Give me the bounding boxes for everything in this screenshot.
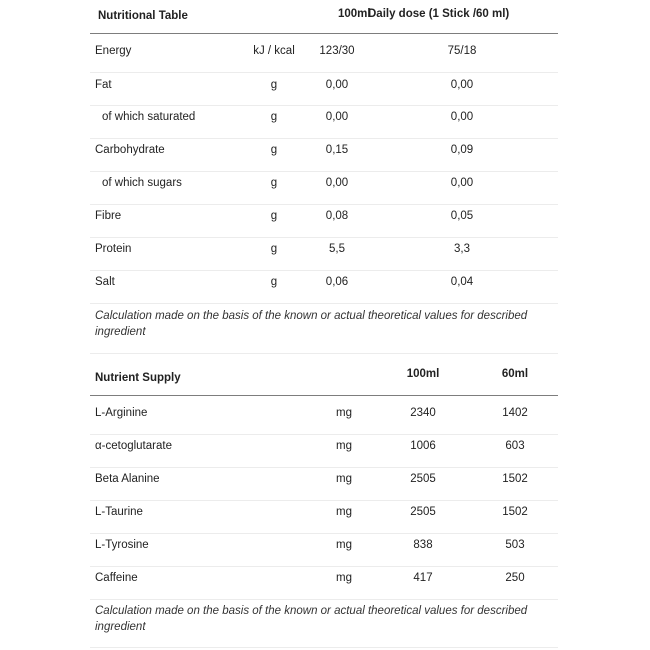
value-100ml: 838 [413,539,433,551]
nutrient-unit: g [270,79,278,91]
table-row [90,397,558,435]
value-daily: 0,00 [450,79,474,91]
table-row [90,468,558,501]
table-row [90,205,558,238]
value-daily: 0,00 [450,177,474,189]
table-row [90,139,558,172]
nutrient-name: L-Taurine [95,506,143,518]
nutrient-name: Beta Alanine [95,473,160,485]
value-100ml: 417 [413,572,433,584]
nutrient-name: Protein [95,243,132,255]
table-row [90,106,558,139]
nutrient-unit: kJ / kcal [253,45,295,57]
nutrient-name: of which sugars [102,177,182,189]
value-daily: 3,3 [454,243,470,255]
value-100ml: 0,06 [325,276,349,288]
nutrient-unit: g [270,243,278,255]
table-row [90,534,558,567]
value-100ml: 2505 [410,473,436,485]
value-daily: 0,00 [450,111,474,123]
nutrient-name: of which saturated [102,111,196,123]
value-100ml: 0,00 [325,79,349,91]
value-100ml: 2340 [410,407,436,419]
value-60ml: 503 [505,539,525,551]
nutrient-unit: g [270,144,278,156]
value-daily: 0,05 [450,210,474,222]
table-row [90,73,558,106]
nutrient-unit: mg [336,506,352,518]
table-row [90,271,558,304]
nutrient-unit: mg [336,539,352,551]
value-100ml: 0,00 [325,177,349,189]
table-row [90,501,558,534]
nutrient-name: Fat [95,79,112,91]
value-daily: 0,04 [450,276,474,288]
value-100ml: 0,00 [325,111,349,123]
table-row [90,172,558,205]
nutrient-unit: mg [336,407,352,419]
value-60ml: 1502 [502,473,528,485]
nutrient-name: Caffeine [95,572,138,584]
nutrient-name: α-cetoglutarate [95,440,172,452]
nutrient-unit: g [270,177,278,189]
nutrient-name: Energy [95,45,132,57]
calculation-note: Calculation made on the basis of the known or actual theoretical values for described ingredient [95,605,528,633]
nutritional-table-header [90,0,558,34]
nutrient-unit: mg [336,440,352,452]
nutrient-name: L-Arginine [95,407,148,419]
nutrient-name: Carbohydrate [95,144,165,156]
value-100ml: 1006 [410,440,436,452]
column-daily-dose: Daily dose (1 Stick /60 ml) [368,8,510,20]
nutrient-supply-title: Nutrient Supply [95,372,181,384]
value-60ml: 250 [505,572,525,584]
value-100ml: 0,15 [325,144,349,156]
value-daily: 0,09 [450,144,474,156]
value-100ml: 5,5 [329,243,345,255]
value-100ml: 2505 [410,506,436,518]
value-60ml: 1402 [502,407,528,419]
nutritional-table-title: Nutritional Table [98,10,188,22]
nutrient-name: L-Tyrosine [95,539,149,551]
nutrient-supply-header [90,354,558,396]
table-row [90,567,558,600]
table-row [90,238,558,271]
calculation-note: Calculation made on the basis of the known or actual theoretical values for described ingredient [95,310,528,338]
value-100ml: 123/30 [319,45,355,57]
nutrient-unit: g [270,210,278,222]
value-60ml: 1502 [502,506,528,518]
nutrition-document [90,0,558,650]
nutrient-unit: mg [336,473,352,485]
table-row [90,435,558,468]
nutrient-supply-note-row [90,600,558,648]
value-60ml: 603 [505,440,525,452]
nutrient-name: Salt [95,276,115,288]
value-daily: 75/18 [447,45,477,57]
column-100ml: 100ml [338,8,371,20]
nutrient-unit: g [270,276,278,288]
nutrient-unit: mg [336,572,352,584]
table-row [90,35,558,73]
column-60ml: 60ml [501,368,529,380]
value-100ml: 0,08 [325,210,349,222]
nutritional-note-row [90,304,558,354]
nutrient-name: Fibre [95,210,122,222]
nutrient-unit: g [270,111,278,123]
column-100ml: 100ml [406,368,440,380]
